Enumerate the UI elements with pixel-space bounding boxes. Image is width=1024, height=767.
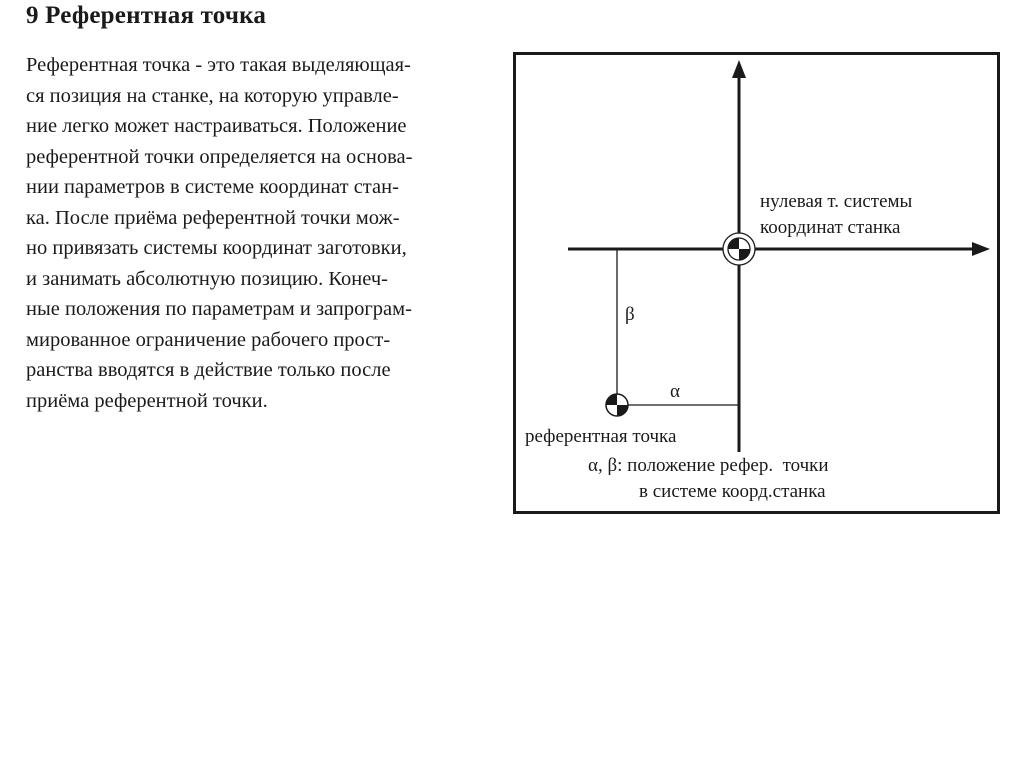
paragraph-line: Референтная точка - это такая выделяющая-: [26, 54, 411, 76]
paragraph-line: ка. После приёма референтной точки мож-: [26, 206, 400, 229]
paragraph-line: ние легко может настраиваться. Положение: [26, 115, 407, 137]
paragraph-line: ранства вводятся в действие только после: [26, 359, 391, 381]
description-paragraph: [26, 50, 412, 416]
legend-line2: в системе коорд.станка: [639, 481, 826, 502]
paragraph-line: мированное ограничение рабочего прост-: [26, 328, 391, 351]
paragraph-line: нии параметров в системе координат стан-: [26, 176, 399, 198]
reference-point-icon: [606, 394, 628, 416]
vertical-axis-arrow: [732, 60, 746, 78]
paragraph-line: но привязать системы координат заготовки,: [26, 237, 407, 259]
legend-line1: α, β: положение рефер. точки: [588, 455, 829, 476]
page-title: 9 Референтная точка: [26, 2, 267, 29]
zero-point-label-line2: координат станка: [760, 217, 901, 238]
zero-point-label-line1: нулевая т. системы: [760, 191, 913, 212]
paragraph-line: ные положения по параметрам и запрограм-: [26, 298, 412, 320]
diagram-svg: [513, 52, 1000, 514]
machine-zero-point-icon: [723, 233, 755, 265]
horizontal-axis-arrow: [972, 242, 990, 256]
beta-label: β: [625, 304, 635, 325]
paragraph-line: и занимать абсолютную позицию. Конеч-: [26, 267, 388, 290]
paragraph-line: референтной точки определяется на основа-: [26, 145, 413, 168]
alpha-label: α: [670, 381, 680, 402]
coordinate-diagram: [513, 52, 1000, 514]
reference-point-label: референтная точка: [525, 426, 677, 447]
paragraph-line: приёма референтной точки.: [26, 389, 268, 412]
paragraph-line: ся позиция на станке, на которую управле-: [26, 84, 399, 107]
